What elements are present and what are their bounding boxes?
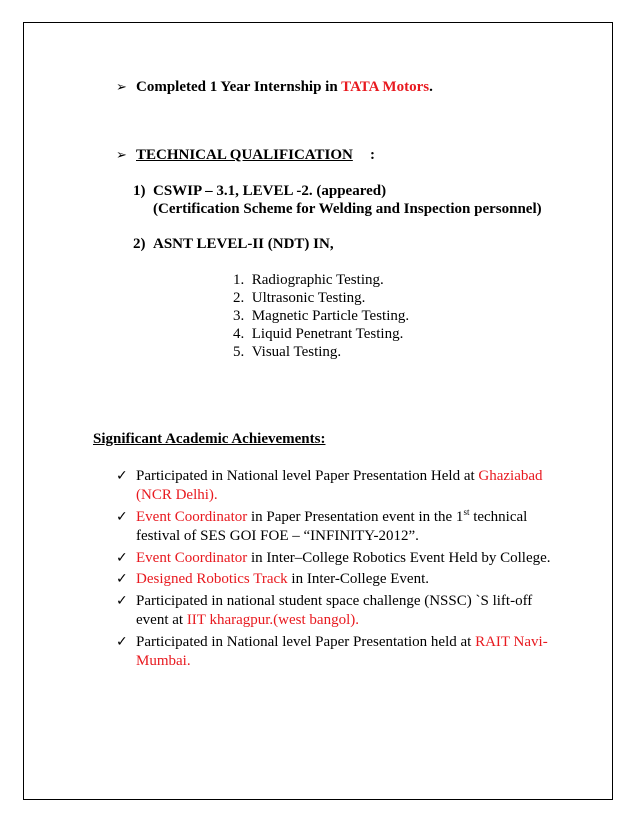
tech-item-1-number: 1) xyxy=(133,183,146,199)
ndt-list-item: 5. Visual Testing. xyxy=(233,344,342,360)
check-icon: ✓ xyxy=(116,571,128,587)
internship-line xyxy=(136,78,433,96)
achievement-4: Designed Robotics Track in Inter-College Event. xyxy=(136,571,429,587)
tech-item-2-number: 2) xyxy=(133,236,146,252)
technical-heading-row xyxy=(136,146,353,164)
internship-suffix: . xyxy=(429,79,433,95)
achievement-6-line2: Mumbai. xyxy=(136,653,191,669)
ndt-list-item: 3. Magnetic Particle Testing. xyxy=(233,308,410,324)
achievement-2-line2: festival of SES GOI FOE – “INFINITY-2012”. xyxy=(136,528,419,544)
achievement-5-line2: event at IIT kharagpur.(west bangol). xyxy=(136,612,359,628)
internship-prefix: Completed 1 Year Internship in xyxy=(136,79,342,95)
check-icon: ✓ xyxy=(116,634,128,650)
achievement-6-line1: Participated in National level Paper Presentation held at RAIT Navi- xyxy=(136,634,548,650)
check-icon: ✓ xyxy=(116,468,128,484)
tech-item-1-line1: CSWIP – 3.1, LEVEL -2. (appeared) xyxy=(153,183,387,199)
achievements-heading: Significant Academic Achievements: xyxy=(93,431,326,447)
technical-heading: TECHNICAL QUALIFICATION xyxy=(136,147,353,163)
ndt-list-item: 1. Radiographic Testing. xyxy=(233,272,384,288)
ndt-list-item: 4. Liquid Penetrant Testing. xyxy=(233,326,404,342)
achievement-5-line1: Participated in national student space challenge (NSSC) `S lift-off xyxy=(136,593,533,609)
tech-item-1-line2: (Certification Scheme for Welding and Inspection personnel) xyxy=(153,201,542,217)
check-icon: ✓ xyxy=(116,550,128,566)
internship-company: TATA Motors xyxy=(341,79,430,95)
technical-colon: : xyxy=(370,147,375,163)
achievement-2-line1: Event Coordinator in Paper Presentation event in the 1st technical xyxy=(136,507,528,525)
achievement-3: Event Coordinator in Inter–College Robotics Event Held by College. xyxy=(136,550,551,566)
arrow-bullet-icon: ➢ xyxy=(116,79,127,94)
check-icon: ✓ xyxy=(116,509,128,525)
achievement-1-line2: (NCR Delhi). xyxy=(136,487,218,503)
ndt-list-item: 2. Ultrasonic Testing. xyxy=(233,290,366,306)
achievement-1-line1: Participated in National level Paper Presentation Held at Ghaziabad xyxy=(136,468,543,484)
arrow-bullet-icon: ➢ xyxy=(116,147,127,162)
tech-item-2-line1: ASNT LEVEL-II (NDT) IN, xyxy=(153,236,334,252)
check-icon: ✓ xyxy=(116,593,128,609)
page-border xyxy=(23,22,613,800)
